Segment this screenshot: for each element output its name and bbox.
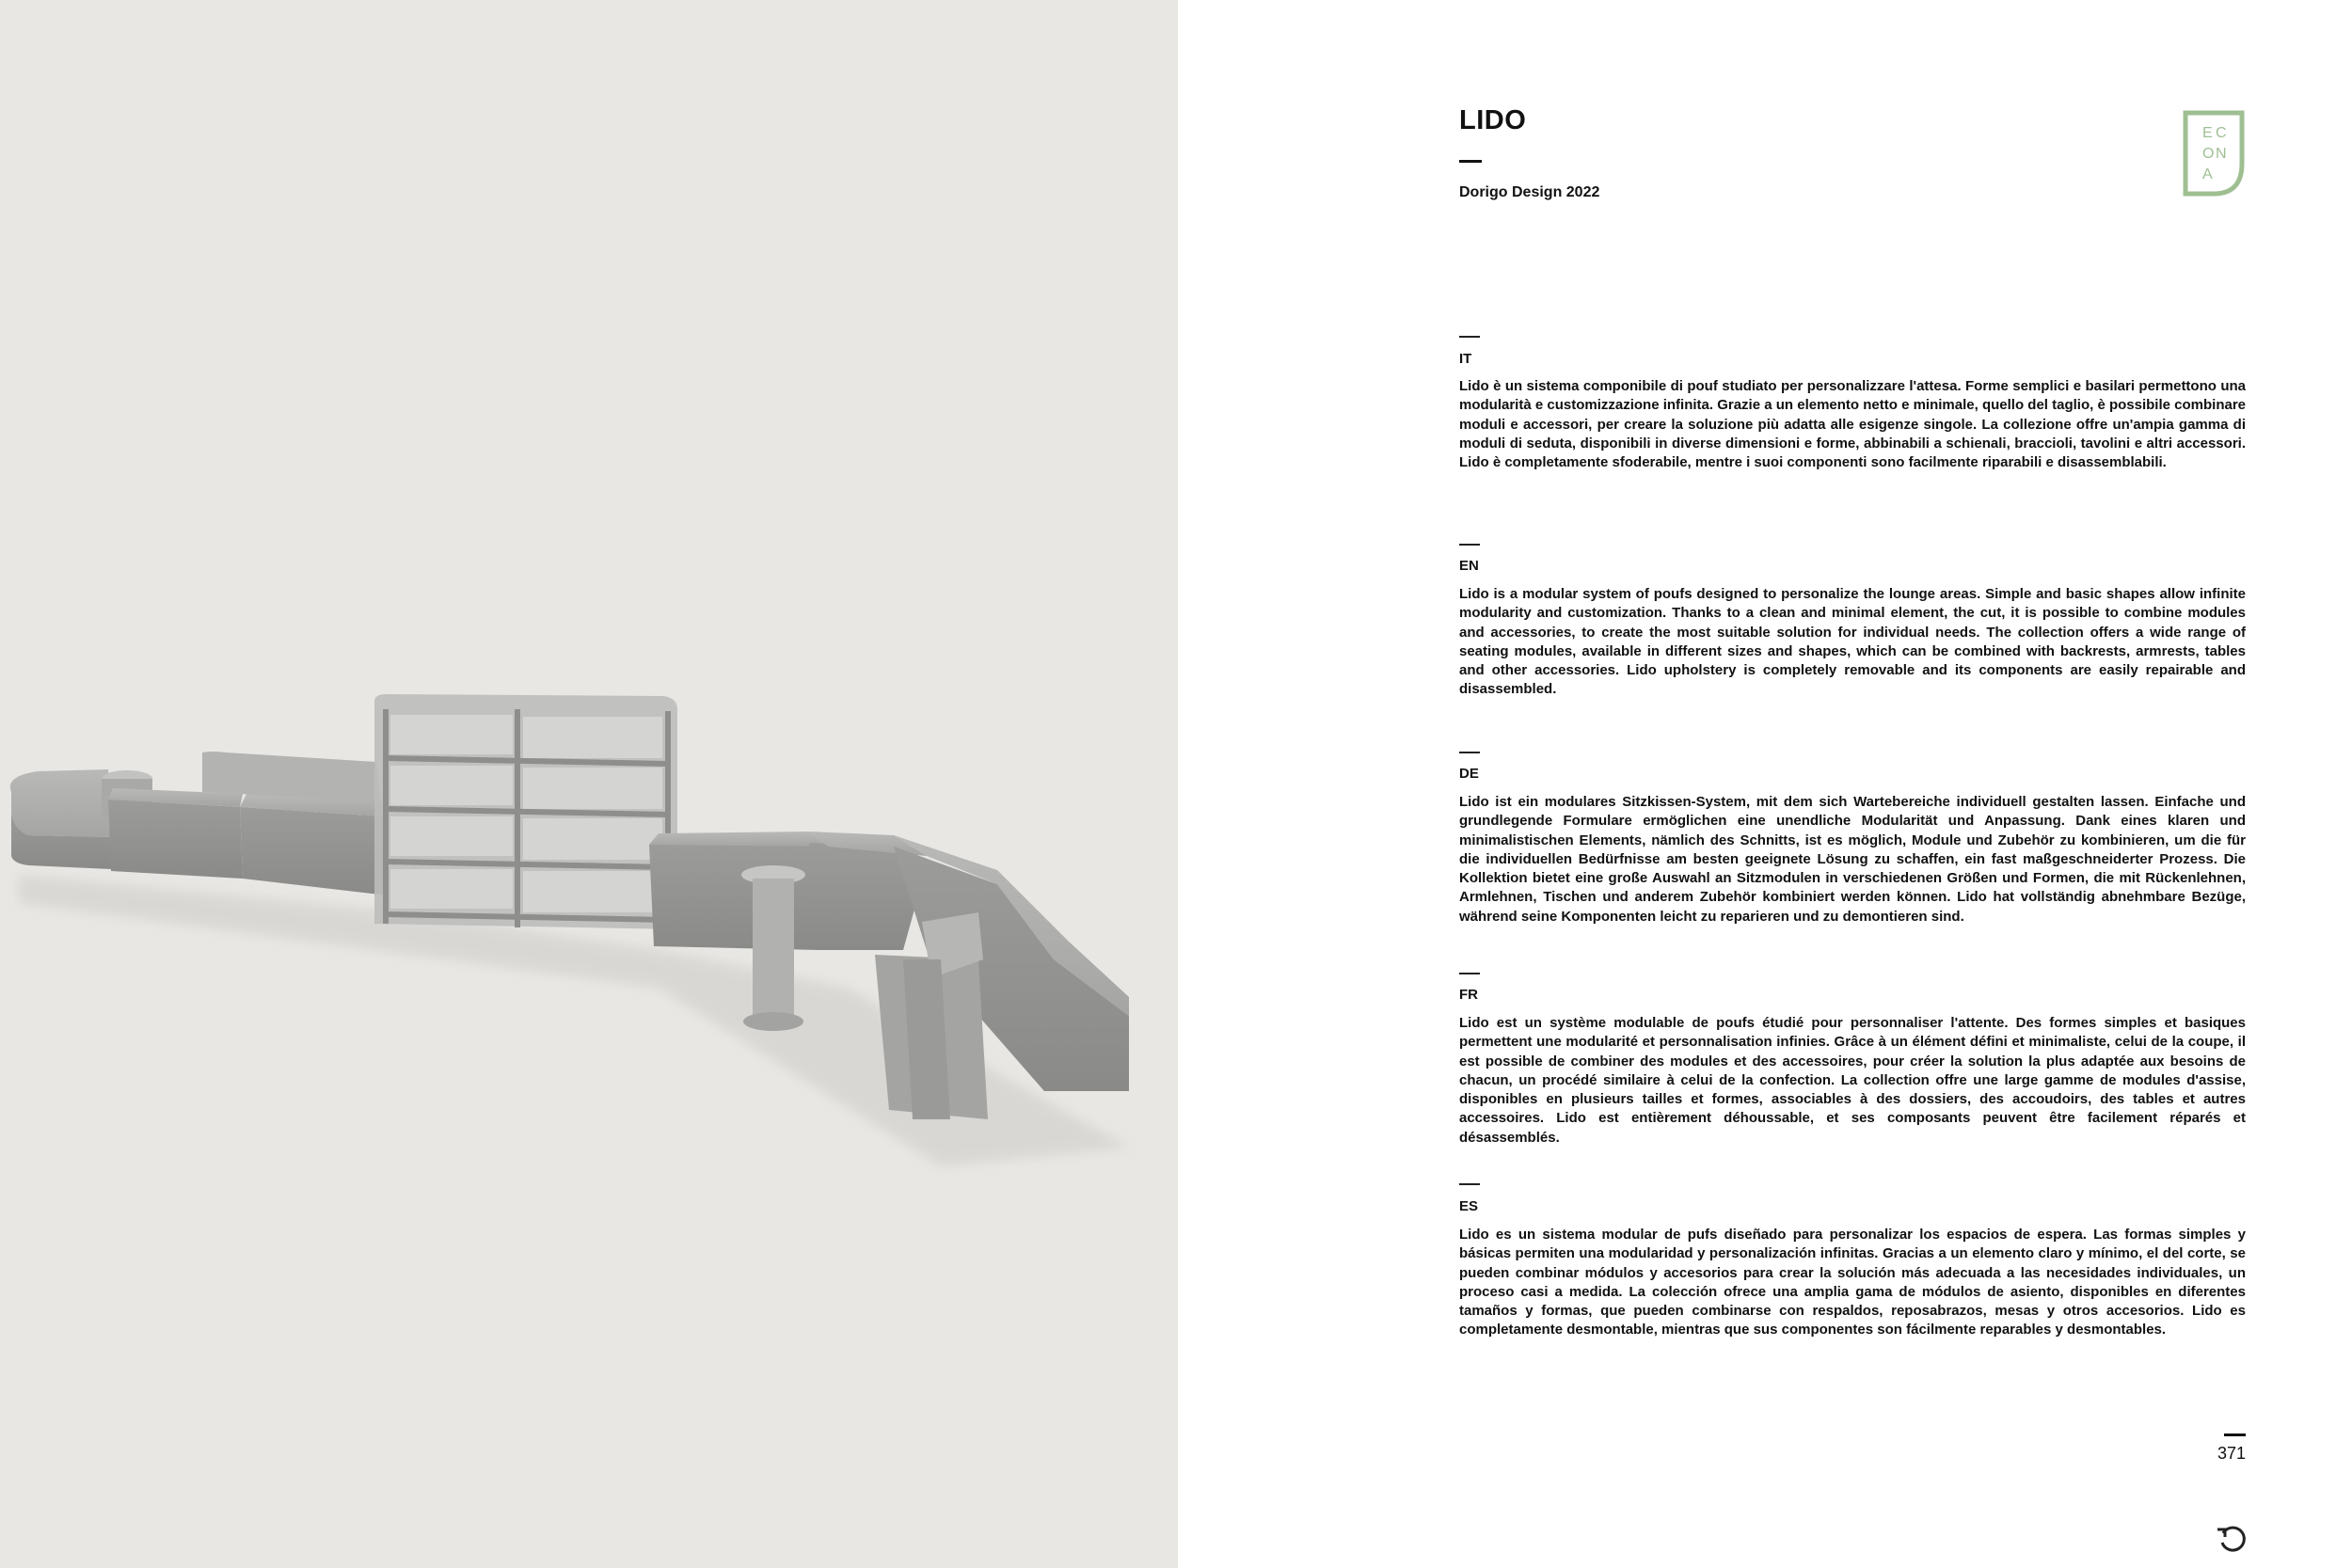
description-de: Lido ist ein modulares Sitzkissen-System, mit dem sich Wartebereiche individuell gestalten lassen. Einfache und grundlegende Formulare ermöglichen eine unendliche Modularität und Anpassung. Dank eines klaren und minimalistischen Elements, nämlich des Schnitts, ist es möglich, Module und Zubehör zu kombinieren, um die für die individuellen Bedürfnisse am besten geeignete Lösung zu schaffen, ein fast maßgeschneiderter Prozess. Die Kollektion bietet eine große Auswahl an Sitzmodulen in verschiedenen Größen und Formen, die mit Rückenlehnen, Armlehnen, Tischen und anderem Zubehör kombiniert werden können. Lido hat vollständig abnehmbare Bezüge, während seine Komponenten leicht zu reparieren und zu demontieren sind.	[1459, 794, 2246, 925]
title-divider	[1459, 160, 1482, 163]
product-subtitle: Dorigo Design 2022	[1459, 184, 1600, 200]
description-it: Lido è un sistema componibile di pouf studiato per personalizzare l'attesa. Forme semplici e basilari permettono una modularità e customizzazione infinita. Grazie a un elemento netto e minimale, quello del taglio, è possibile combinare moduli e accessori, per creare la soluzione più adatta alle esigenze singole. La collezione offre un'ampia gamma di moduli di seduta, disponibili in diverse dimensioni e forme, abbinabili a schienali, braccioli, tavolini e altri accessori. Lido è completamente sfoderabile, mentre i suoi componenti sono facilmente riparabili e disassemblabili.	[1459, 378, 2247, 471]
lido-sofa-illustration	[0, 677, 1178, 1204]
econa-logo	[2182, 109, 2246, 198]
svg-text:N: N	[2216, 146, 2227, 162]
lang-code-fr: FR	[1459, 987, 1478, 1003]
product-title: LIDO	[1459, 105, 1527, 135]
lang-code-it: IT	[1459, 351, 1472, 367]
description-es: Lido es un sistema modular de pufs diseñado para personalizar los espacios de espera. Las formas simples y básicas permiten una modularidad y personalización infinitas. Gracias a un elemento claro y mínimo, el del corte, se pueden combinar módulos y accesorios para crear la solución más adecuada a las necesidades individuales, un proceso casi a medida. La colección ofrece una amplia gama de módulos de asiento, disponibles en diferentes tamaños y formas, que pueden combinarse con respaldos, reposabrazos, mesas y otros accesorios. Lido es completamente desmontable, mientras que sus componentes son fácilmente reparables y desmontables.	[1459, 1227, 2246, 1338]
description-fr: Lido est un système modulable de poufs étudié pour personnaliser l'attente. Des formes simples et basiques permettent une modularité et personnalisation infinies. Grâce à un élément défini et minimaliste, celui de la coupe, il est possible de combiner des modules et des accessoires, pour créer la solution la plus adaptée aux besoins de chacun, un procédé similaire à celui de la confection. La collection offre une large gamme de modules d'assise, disponibles en plusieurs tailles et formes, associables à des dossiers, des accoudoirs, des tables et autres accessoires. Lido est entièrement déhoussable, et ses composants peuvent être facilement réparés et désassemblés.	[1459, 1015, 2246, 1146]
lang-code-es: ES	[1459, 1198, 1479, 1214]
reload-icon[interactable]	[2215, 1522, 2249, 1556]
section-rule	[1459, 336, 1480, 338]
page-number-divider	[2224, 1433, 2246, 1436]
lang-code-en: EN	[1459, 558, 1479, 574]
svg-text:E: E	[2202, 125, 2213, 141]
description-en: Lido is a modular system of poufs designed to personalize the lounge areas. Simple and basic shapes allow infinite modularity and customization. Thanks to a clean and minimal element, the cut, it is possible to combine modules and accessories, to create the most suitable solution for individual needs. The collection offers a wide range of seating modules, available in different sizes and shapes, which can be combined with backrests, armrests, tables and other accessories. Lido upholstery is completely removable and its components are easily repairable and disassembled.	[1459, 586, 2246, 698]
svg-text:O: O	[2202, 146, 2215, 162]
section-rule	[1459, 973, 1480, 974]
section-rule	[1459, 1183, 1480, 1185]
page-number: 371	[2217, 1444, 2246, 1463]
svg-text:C: C	[2216, 125, 2227, 141]
section-rule	[1459, 544, 1480, 546]
section-rule	[1459, 752, 1480, 753]
svg-text:A: A	[2202, 166, 2213, 182]
lang-code-de: DE	[1459, 766, 1479, 782]
